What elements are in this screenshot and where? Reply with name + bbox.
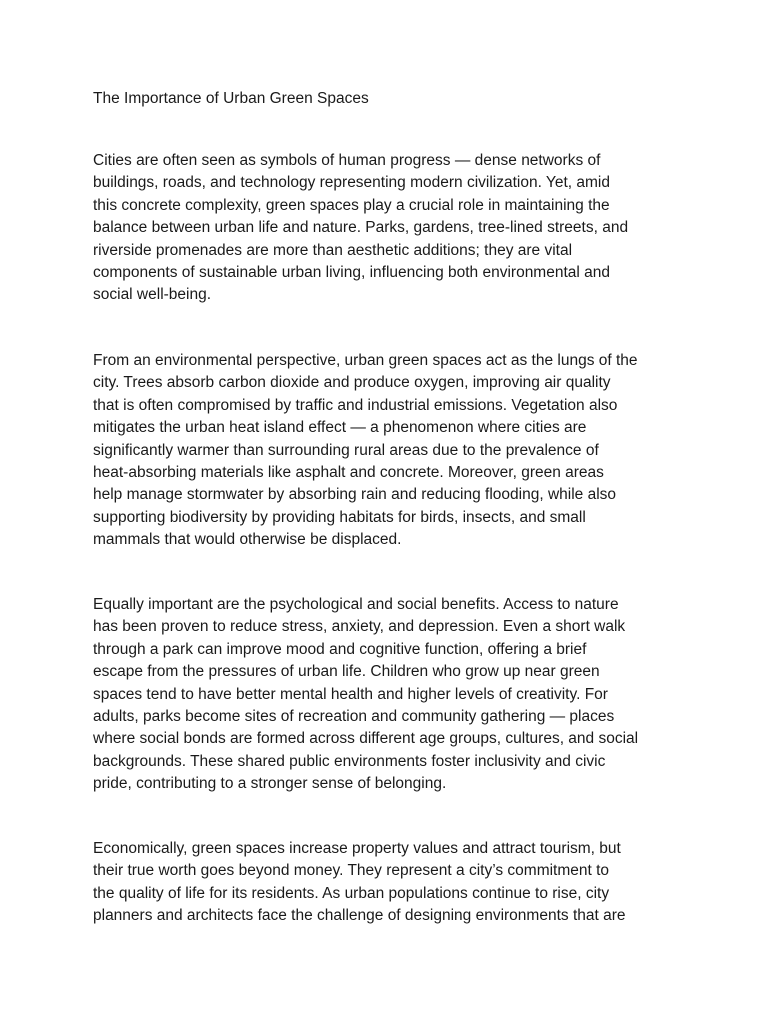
paragraph-line: through a park can improve mood and cognitive function, offering a brief [93,640,587,658]
paragraph-1 [93,150,693,307]
paragraph-line: Economically, green spaces increase property values and attract tourism, but [93,840,621,857]
paragraph-line: balance between urban life and nature. Parks, gardens, tree-lined streets, and [93,219,629,237]
paragraph-line: help manage stormwater by absorbing rain and reducing flooding, while also [93,486,617,504]
paragraph-line: mitigates the urban heat island effect — a phenomenon where cities are [93,419,587,437]
paragraph-3 [93,594,693,796]
paragraph-line: heat-absorbing materials like asphalt and concrete. Moreover, green areas [93,463,604,481]
paragraph-line: has been proven to reduce stress, anxiety, and depression. Even a short walk [93,618,626,636]
paragraph-line: spaces tend to have better mental health and higher levels of creativity. For [93,685,608,703]
paragraph-line: backgrounds. These shared public environments foster inclusivity and civic [93,752,606,770]
paragraph-line: mammals that would otherwise be displaced. [93,531,402,549]
paragraph-line: Cities are often seen as symbols of human progress — dense networks of [93,152,601,169]
paragraph-4 [93,838,693,928]
document-title [93,88,693,110]
paragraph-line: city. Trees absorb carbon dioxide and produce oxygen, improving air quality [93,374,611,392]
paragraph-line: components of sustainable urban living, influencing both environmental and [93,263,611,281]
paragraph-line: riverside promenades are more than aesthetic additions; they are vital [93,241,573,259]
paragraph-line: that is often compromised by traffic and industrial emissions. Vegetation also [93,396,618,414]
paragraph-line: this concrete complexity, green spaces play a crucial role in maintaining the [93,196,610,214]
paragraph-line: their true worth goes beyond money. They represent a city’s commitment to [93,862,610,880]
paragraph-line: Equally important are the psychological and social benefits. Access to nature [93,596,619,613]
paragraph-line: planners and architects face the challenge of designing environments that are [93,907,626,925]
title-line: The Importance of Urban Green Spaces [93,90,369,107]
paragraph-line: pride, contributing to a stronger sense of belonging. [93,775,447,793]
paragraph-line: significantly warmer than surrounding rural areas due to the prevalence of [93,441,599,459]
paragraph-line: adults, parks become sites of recreation and community gathering — places [93,707,615,725]
paragraph-line: escape from the pressures of urban life. Children who grow up near green [93,663,600,681]
paragraph-line: social well-being. [93,286,212,304]
paragraph-line: the quality of life for its residents. As urban populations continue to rise, city [93,884,610,902]
paragraph-line: From an environmental perspective, urban green spaces act as the lungs of the [93,352,638,369]
paragraph-line: where social bonds are formed across different age groups, cultures, and social [93,730,639,748]
paragraph-line: supporting biodiversity by providing habitats for birds, insects, and small [93,508,586,526]
paragraph-2 [93,350,693,552]
paragraph-line: buildings, roads, and technology representing modern civilization. Yet, amid [93,174,610,192]
